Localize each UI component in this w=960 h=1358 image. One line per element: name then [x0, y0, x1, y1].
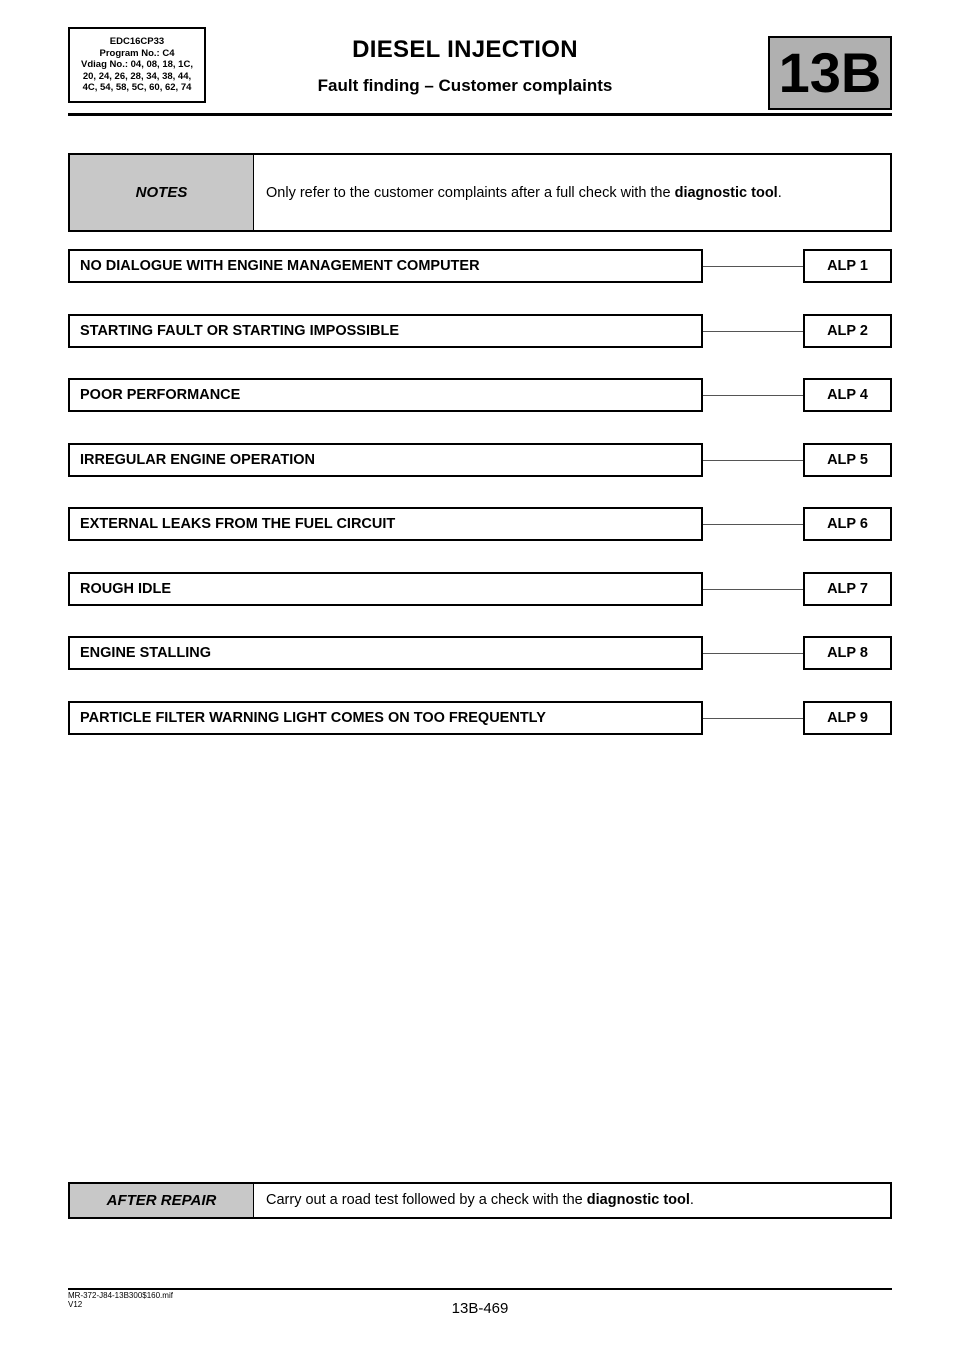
after-repair-table: [68, 1182, 892, 1219]
notes-text-bold: diagnostic tool: [674, 184, 778, 201]
alp-link[interactable]: ALP 8: [803, 636, 892, 670]
header-divider: [68, 113, 892, 116]
complaint-row: [68, 572, 892, 606]
connector-line: [703, 524, 803, 525]
footer-version: V12: [68, 1300, 83, 1309]
notes-text-after: .: [777, 184, 782, 201]
page-title: DIESEL INJECTION: [352, 36, 578, 63]
notes-text-before: Only refer to the customer complaints after a full check with the: [266, 184, 675, 201]
alp-link[interactable]: ALP 5: [803, 443, 892, 477]
complaint-label: IRREGULAR ENGINE OPERATION: [68, 443, 703, 477]
connector-line: [703, 331, 803, 332]
info-line: EDC16CP33: [109, 36, 165, 47]
connector-line: [703, 589, 803, 590]
connector-line: [703, 266, 803, 267]
complaint-row: [68, 249, 892, 283]
complaint-row: [68, 507, 892, 541]
info-line: Program No.: C4: [99, 47, 175, 59]
connector-line: [703, 718, 803, 719]
footer-reference: MR-372-J84-13B300$160.mif: [68, 1291, 173, 1300]
alp-link[interactable]: ALP 9: [803, 701, 892, 735]
after-repair-text-after: .: [689, 1192, 694, 1208]
alp-link[interactable]: ALP 4: [803, 378, 892, 412]
page-number: 13B-469: [451, 1300, 509, 1317]
info-line: 4C, 54, 58, 5C, 60, 62, 74: [82, 82, 192, 93]
alp-link[interactable]: ALP 7: [803, 572, 892, 606]
connector-line: [703, 653, 803, 654]
complaint-label: PARTICLE FILTER WARNING LIGHT COMES ON TOO FREQUENTLY: [68, 701, 703, 735]
complaint-row: [68, 443, 892, 477]
footer-divider: [68, 1288, 892, 1290]
after-repair-label: AFTER REPAIR: [70, 1184, 254, 1217]
section-code-badge: 13B: [768, 36, 892, 110]
alp-link[interactable]: ALP 6: [803, 507, 892, 541]
alp-link[interactable]: ALP 1: [803, 249, 892, 283]
info-line: 20, 24, 26, 28, 34, 38, 44,: [82, 70, 192, 82]
complaint-label: EXTERNAL LEAKS FROM THE FUEL CIRCUIT: [68, 507, 703, 541]
page-subtitle: Fault finding – Customer complaints: [317, 76, 613, 95]
alp-link[interactable]: ALP 2: [803, 314, 892, 348]
complaint-label: ENGINE STALLING: [68, 636, 703, 670]
notes-table: [68, 153, 892, 232]
complaint-label: ROUGH IDLE: [68, 572, 703, 606]
complaint-row: [68, 378, 892, 412]
after-repair-text-before: Carry out a road test followed by a check with the: [266, 1192, 587, 1208]
complaint-row: [68, 701, 892, 735]
complaint-label: NO DIALOGUE WITH ENGINE MANAGEMENT COMPUTER: [68, 249, 703, 283]
complaint-row: [68, 314, 892, 348]
after-repair-text: [254, 1184, 890, 1217]
info-line: Vdiag No.: 04, 08, 18, 1C,: [81, 59, 193, 70]
notes-label: NOTES: [70, 155, 254, 230]
after-repair-text-bold: diagnostic tool: [586, 1192, 690, 1208]
complaint-label: STARTING FAULT OR STARTING IMPOSSIBLE: [68, 314, 703, 348]
connector-line: [703, 395, 803, 396]
notes-text: [254, 155, 890, 230]
complaint-label: POOR PERFORMANCE: [68, 378, 703, 412]
complaint-row: [68, 636, 892, 670]
vehicle-info-box: [68, 27, 206, 103]
connector-line: [703, 460, 803, 461]
